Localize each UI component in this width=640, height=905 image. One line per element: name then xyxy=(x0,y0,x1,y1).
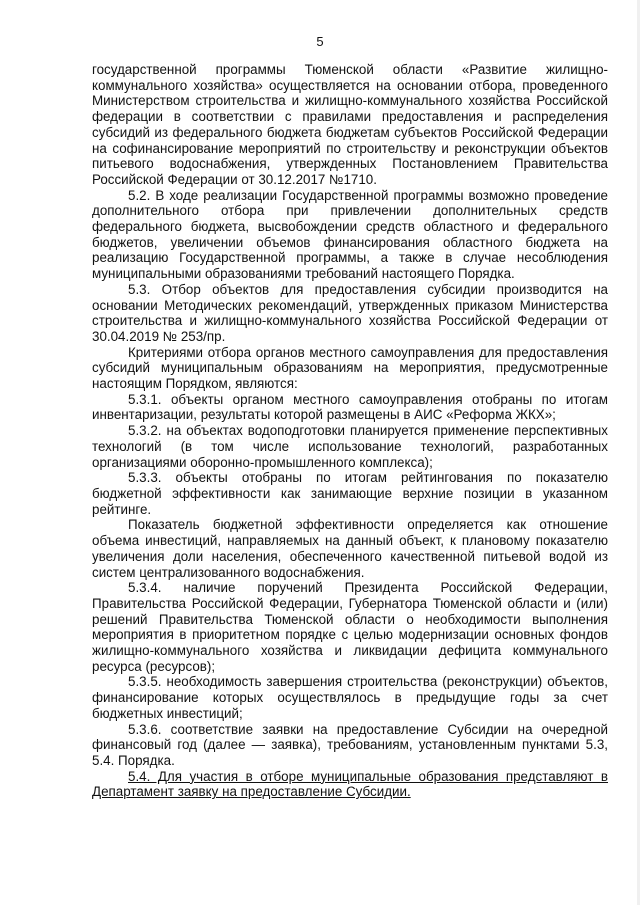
paragraph-5-3-1: 5.3.1. объекты органом местного самоуправления отобраны по итогам инвентаризации, результаты которой размещены в АИС «Реформа ЖКХ»; xyxy=(92,391,608,423)
paragraph-5-3-4: 5.3.4. наличие поручений Президента Российской Федерации, Правительства Российской Федерации, Губернатора Тюменской области и (или) решений Правительства Тюменской области о необходимости выполнения мероприятия в приоритетном порядке с целью модернизации основных фондов жилищно-коммунального хозяйства и ликвидации дефицита коммунального ресурса (ресурсов); xyxy=(92,580,608,674)
paragraph-continuation: государственной программы Тюменской области «Развитие жилищно-коммунального хозяйства» осуществляется на основании отбора, проведенного Министерством строительства и жилищно-коммунального хозяйства Российской федерации в соответствии с правилами предоставления и распределения субсидий из федерального бюджета бюджетам субъектов Российской Федерации на софинансирование мероприятий по строительству и реконструкции объектов питьевого водоснабжения, утвержденных Постановлением Правительства Российской Федерации от 30.12.2017 №1710. xyxy=(92,62,608,187)
paragraph-5-3: 5.3. Отбор объектов для предоставления субсидии производится на основании Методических рекомендаций, утвержденных приказом Министерства строительства и жилищно-коммунального хозяйства Российской Федерации от 30.04.2019 № 253/пр. xyxy=(92,281,608,344)
paragraph-5-3-6: 5.3.6. соответствие заявки на предоставление Субсидии на очередной финансовый год (далее — заявка), требованиям, установленным пунктами 5.3, 5.4. Порядка. xyxy=(92,721,608,768)
paragraph-5-3-5: 5.3.5. необходимость завершения строительства (реконструкции) объектов, финансирование которых осуществлялось в предыдущие годы за счет бюджетных инвестиций; xyxy=(92,674,608,721)
paragraph-5-3-2: 5.3.2. на объектах водоподготовки планируется применение перспективных технологий (в том числе использование технологий, разработанных организациями оборонно-промышленного комплекса); xyxy=(92,423,608,470)
paragraph-indicator: Показатель бюджетной эффективности определяется как отношение объема инвестиций, направляемых на данный объект, к плановому показателю увеличения доли населения, обеспеченного качественной питьевой водой из систем централизованного водоснабжения. xyxy=(92,517,608,580)
page-number: 5 xyxy=(316,34,324,49)
paragraph-5-4: 5.4. Для участия в отборе муниципальные образования представляют в Департамент заявку на предоставление Субсидии. xyxy=(92,768,608,800)
paragraph-5-3-3: 5.3.3. объекты отобраны по итогам рейтингования по показателю бюджетной эффективности как занимающие верхние позиции в указанном рейтинге. xyxy=(92,470,608,517)
paragraph-criteria: Критериями отбора органов местного самоуправления для предоставления субсидий муниципальным образованиям на мероприятия, предусмотренные настоящим Порядком, являются: xyxy=(92,344,608,392)
document-body xyxy=(92,62,608,800)
paragraph-5-2: 5.2. В ходе реализации Государственной программы возможно проведение дополнительного отбора при привлечении дополнительных средств федерального бюджета, высвобождении средств областного и федерального бюджетов, увеличении объемов финансирования областного бюджета на реализацию Государственной программы, а также в случае несоблюдения муниципальными образованиями требований настоящего Порядка. xyxy=(92,187,608,282)
